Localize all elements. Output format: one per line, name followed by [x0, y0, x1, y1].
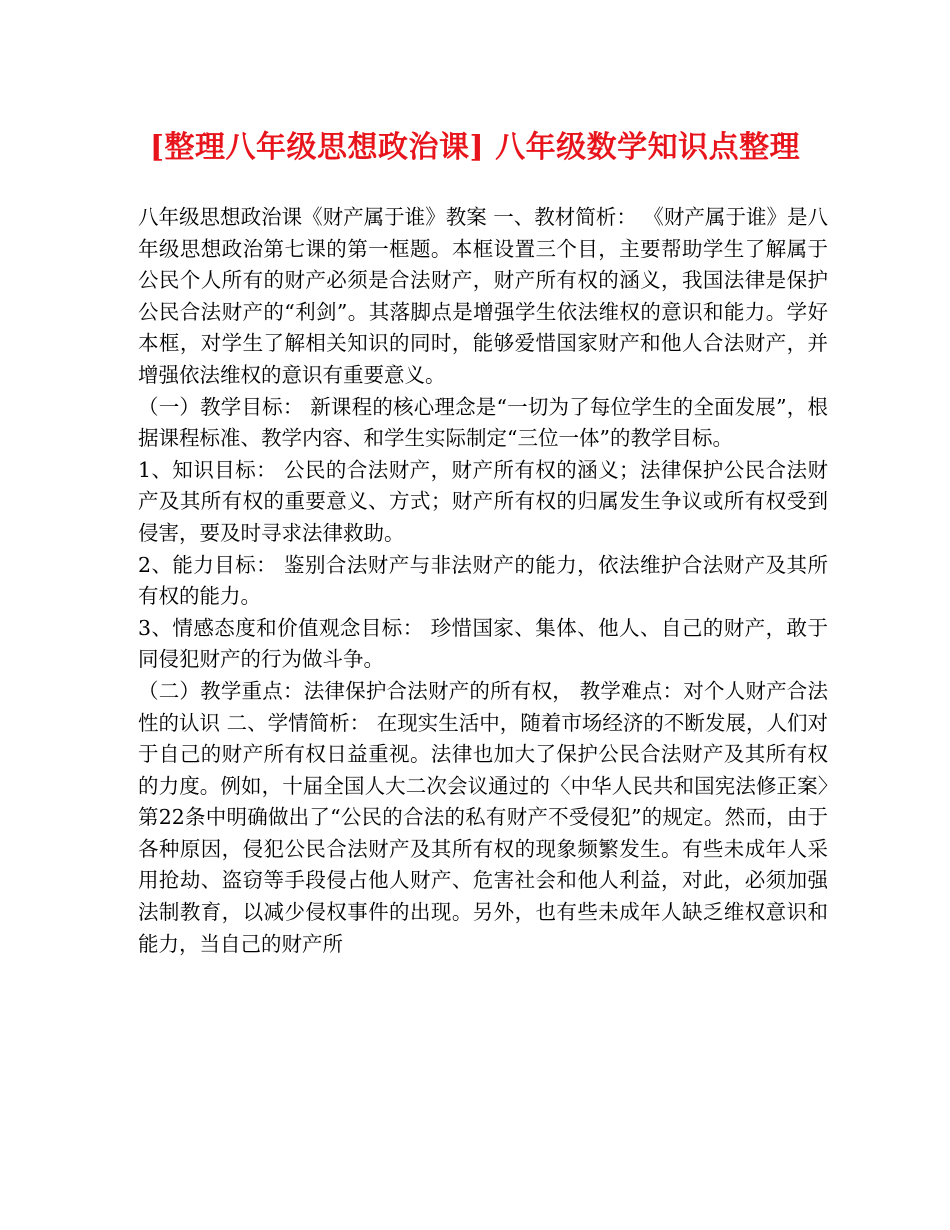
- paragraph-intro: 八年级思想政治课《财产属于谁》教案 一、教材简析： 《财产属于谁》是八年级思想政治第七课的第一框题。本框设置三个目，主要帮助学生了解属于公民个人所有的财产必须是合法财产，财产所有权的涵义，我国法律是保护公民合法财产的“利剑”。其落脚点是增强学生依法维权的意识和能力。学好本框，对学生了解相关知识的同时，能够爱惜国家财产和他人合法财产，并增强依法维权的意识有重要意义。: [138, 205, 828, 387]
- document-title: [整理八年级思想政治课] 八年级数学知识点整理: [149, 130, 801, 165]
- paragraph-key-points: （二）教学重点：法律保护合法财产的所有权， 教学难点：对个人财产合法性的认识 二、学情简析： 在现实生活中，随着市场经济的不断发展，人们对于自己的财产所有权日益重视。法律也加大了保护公民合法财产及其所有权的力度。例如，十届全国人大二次会议通过的〈中华人民共和国宪法修正案〉第22条中明确做出了“公民的合法的私有财产不受侵犯”的规定。然而，由于各种原因，侵犯公民合法财产及其所有权的现象频繁发生。有些未成年人采用抢劫、盗窃等手段侵占他人财产、危害社会和他人利益，对此，必须加强法制教育，以减少侵权事件的出现。另外，也有些未成年人缺乏维权意识和能力，当自己的财产所: [138, 678, 828, 956]
- paragraph-knowledge-goal: 1、知识目标： 公民的合法财产，财产所有权的涵义；法律保护公民合法财产及其所有权的重要意义、方式；财产所有权的归属发生争议或所有权受到侵害，要及时寻求法律救助。: [138, 457, 828, 545]
- paragraph-teaching-goals: （一）教学目标： 新课程的核心理念是“一切为了每位学生的全面发展”，根据课程标准、教学内容、和学生实际制定“三位一体”的教学目标。: [138, 394, 828, 451]
- document-body: [138, 202, 828, 960]
- paragraph-attitude-goal: 3、情感态度和价值观念目标： 珍惜国家、集体、他人、自己的财产，敢于同侵犯财产的行为做斗争。: [138, 615, 828, 672]
- paragraph-ability-goal: 2、能力目标： 鉴别合法财产与非法财产的能力，依法维护合法财产及其所有权的能力。: [138, 552, 828, 609]
